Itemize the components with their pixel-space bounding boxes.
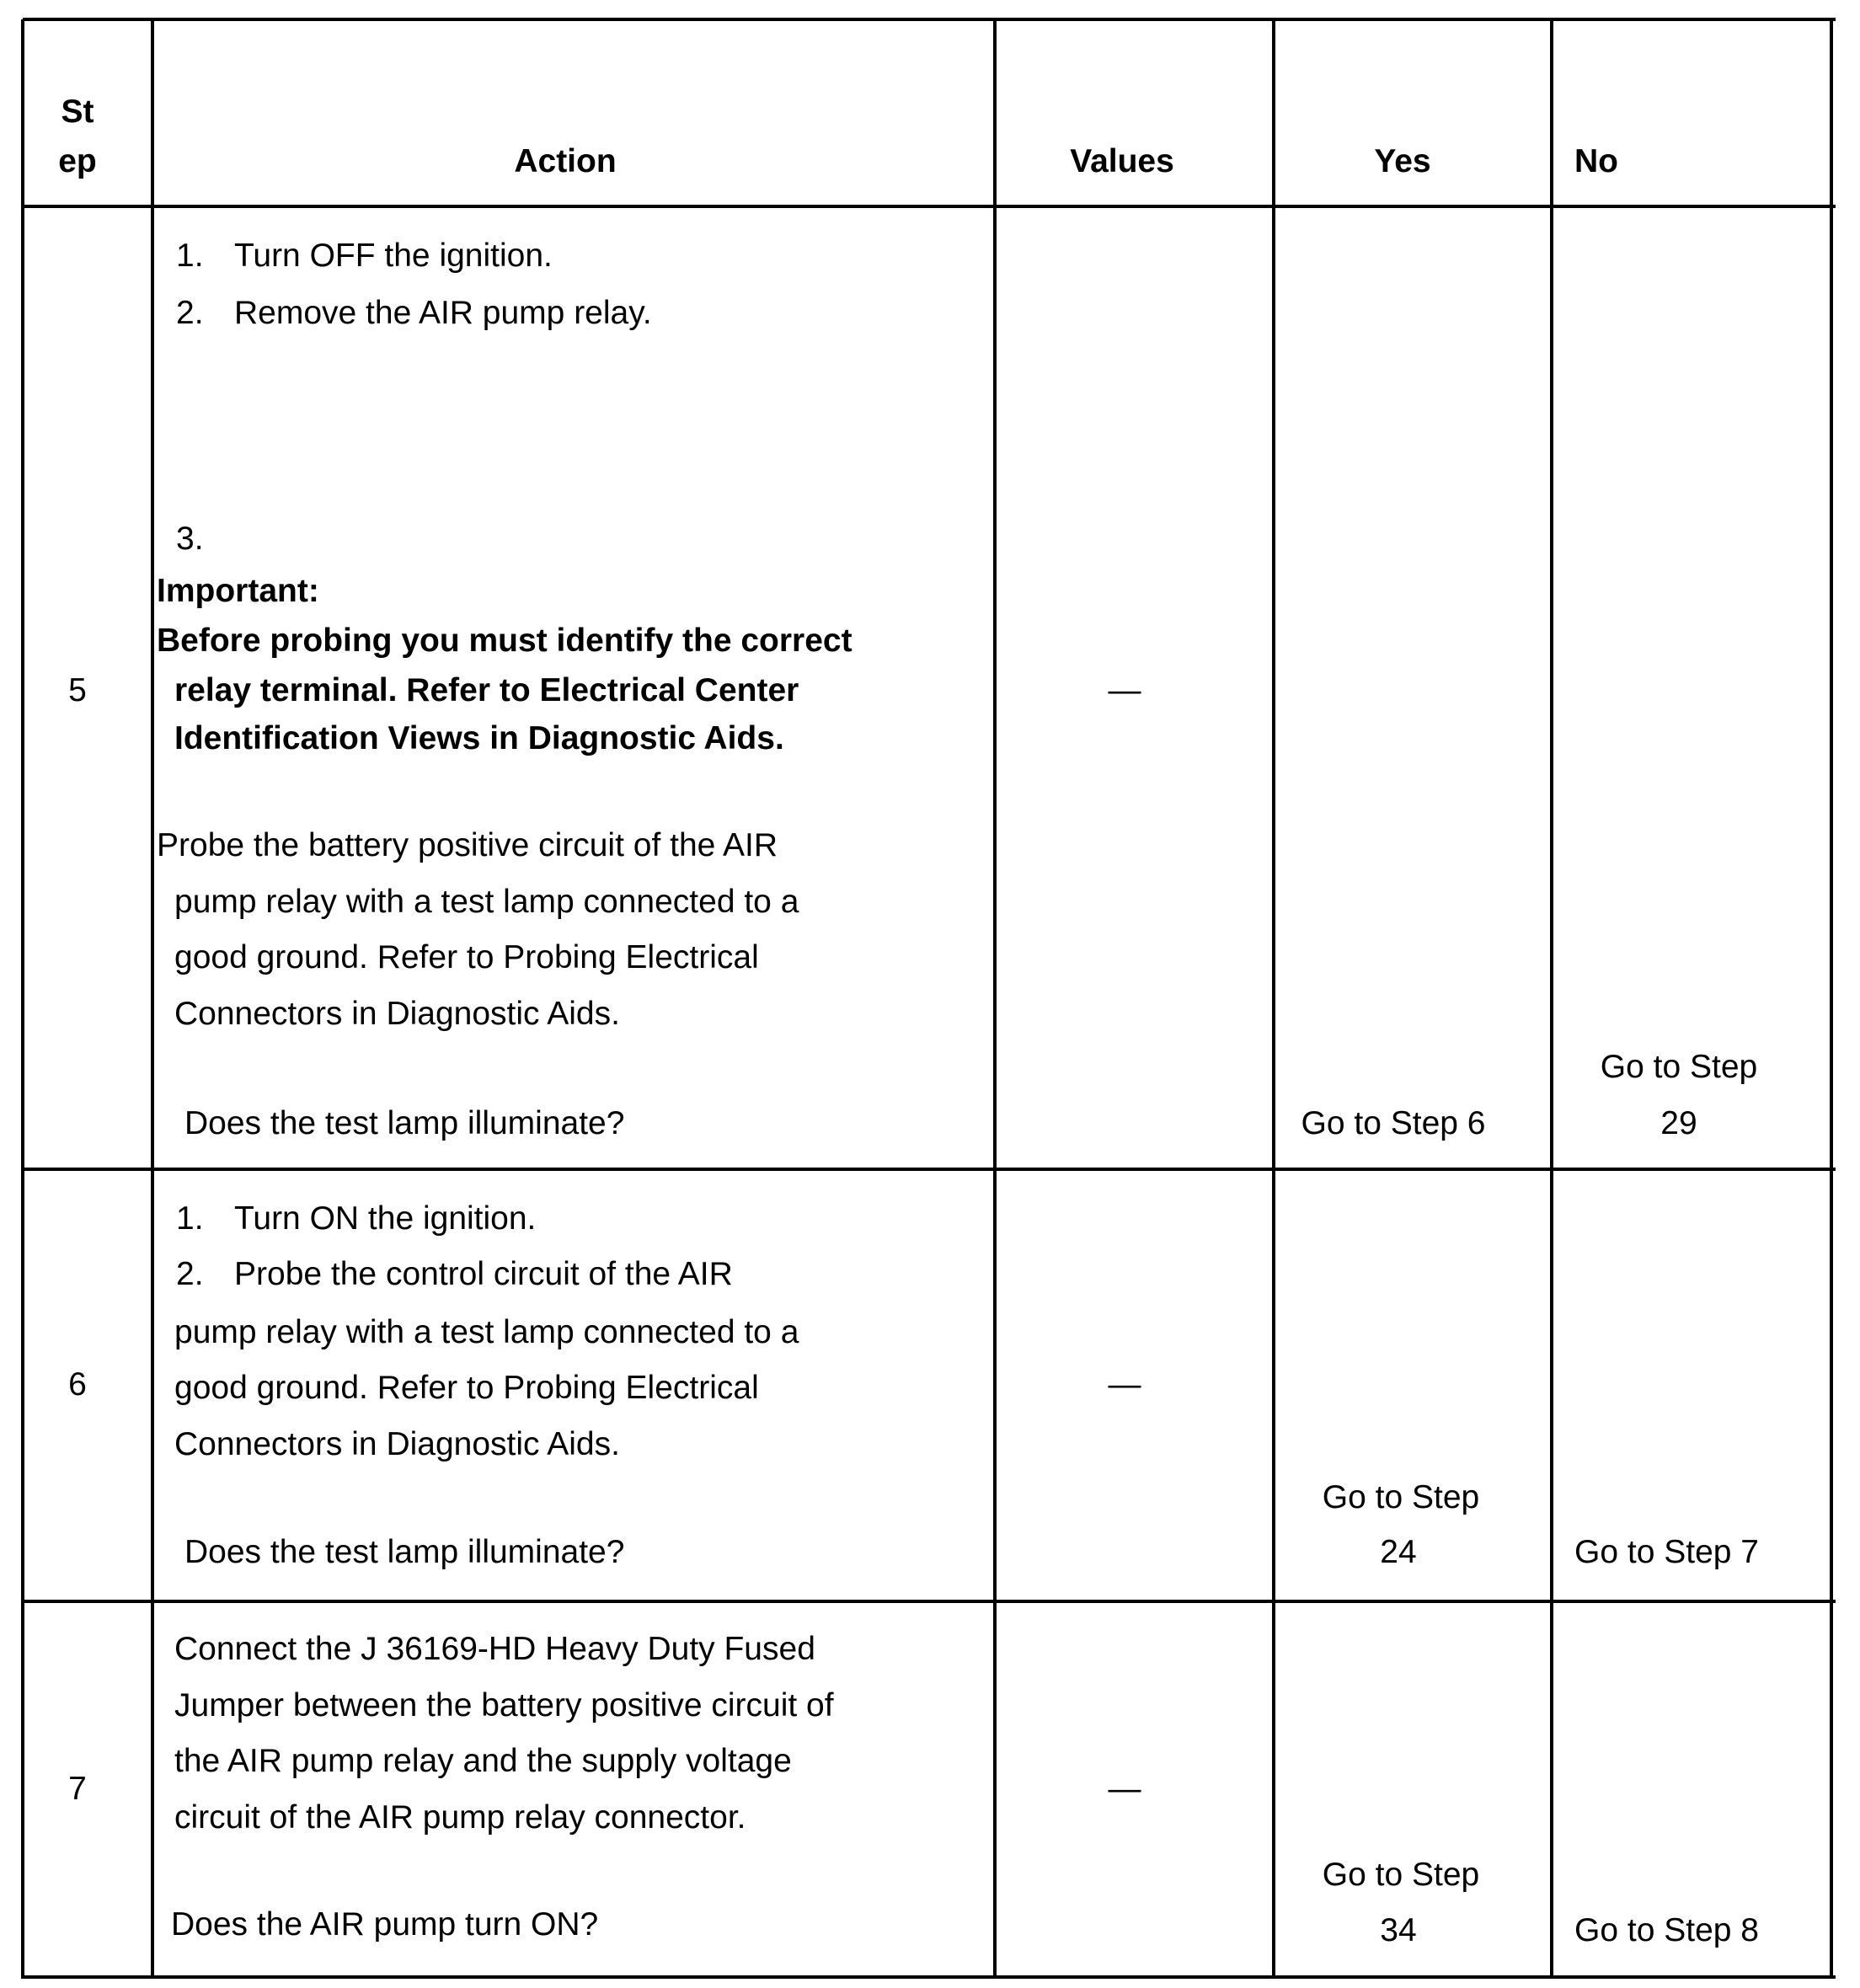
important-label: Important: [157, 573, 319, 609]
action-line: Connectors in Diagnostic Aids. [174, 1426, 620, 1462]
values-cell: — [1108, 1366, 1141, 1403]
row-divider [23, 1600, 1836, 1603]
action-line: Jumper between the battery positive circuit of [174, 1687, 834, 1723]
step-number: 5 [68, 672, 87, 708]
action-question: Does the AIR pump turn ON? [171, 1906, 599, 1943]
list-number: 1. [176, 238, 204, 274]
column-divider [1550, 19, 1553, 1979]
table-border-bottom [23, 1975, 1836, 1979]
list-number: 2. [176, 295, 204, 331]
column-divider [993, 19, 997, 1979]
list-number: 3. [176, 521, 204, 557]
important-note: relay terminal. Refer to Electrical Center [174, 672, 799, 708]
yes-goto-link[interactable]: Go to Step [1322, 1857, 1480, 1893]
no-goto-link[interactable]: Go to Step 7 [1574, 1534, 1759, 1570]
column-divider [151, 19, 154, 1979]
no-goto-link[interactable]: 29 [1660, 1105, 1697, 1141]
action-line: Turn ON the ignition. [234, 1200, 537, 1237]
table-border-right [1830, 19, 1833, 1979]
action-question: Does the test lamp illuminate? [184, 1534, 625, 1570]
action-line: pump relay with a test lamp connected to a [174, 884, 799, 920]
important-note: Identification Views in Diagnostic Aids. [174, 720, 784, 756]
values-cell: — [1108, 1771, 1141, 1807]
action-line: circuit of the AIR pump relay connector. [174, 1799, 746, 1836]
yes-goto-link[interactable]: Go to Step [1322, 1479, 1480, 1515]
header-action: Action [514, 143, 617, 179]
action-line: Connect the J 36169-HD Heavy Duty Fused [174, 1631, 815, 1667]
header-no: No [1574, 143, 1618, 179]
row-divider [23, 1168, 1836, 1171]
action-question: Does the test lamp illuminate? [184, 1105, 625, 1141]
step-number: 7 [68, 1771, 87, 1807]
action-line: Remove the AIR pump relay. [234, 295, 652, 331]
header-divider [23, 205, 1836, 208]
column-divider [1272, 19, 1275, 1979]
step-number: 6 [68, 1366, 87, 1403]
header-step: St [61, 94, 94, 130]
action-line: Connectors in Diagnostic Aids. [174, 996, 620, 1032]
action-line: good ground. Refer to Probing Electrical [174, 1370, 759, 1406]
no-goto-link[interactable]: Go to Step 8 [1574, 1912, 1759, 1948]
header-step: ep [58, 143, 97, 179]
column-divider [21, 19, 24, 1979]
yes-goto-link[interactable]: 24 [1380, 1534, 1417, 1570]
no-goto-link[interactable]: Go to Step [1600, 1049, 1758, 1085]
table-border-top [23, 18, 1836, 21]
action-line: Turn OFF the ignition. [234, 238, 553, 274]
yes-goto-link[interactable]: Go to Step 6 [1301, 1105, 1486, 1141]
header-yes: Yes [1374, 143, 1431, 179]
action-line: Probe the battery positive circuit of the AIR [157, 827, 778, 863]
yes-goto-link[interactable]: 34 [1380, 1912, 1417, 1948]
list-number: 1. [176, 1200, 204, 1237]
list-number: 2. [176, 1256, 204, 1292]
header-values: Values [1070, 143, 1174, 179]
action-line: the AIR pump relay and the supply voltage [174, 1743, 792, 1779]
action-line: good ground. Refer to Probing Electrical [174, 939, 759, 975]
action-line: pump relay with a test lamp connected to a [174, 1314, 799, 1350]
action-line: Probe the control circuit of the AIR [234, 1256, 733, 1292]
important-note: Before probing you must identify the correct [157, 623, 852, 659]
values-cell: — [1108, 672, 1141, 708]
